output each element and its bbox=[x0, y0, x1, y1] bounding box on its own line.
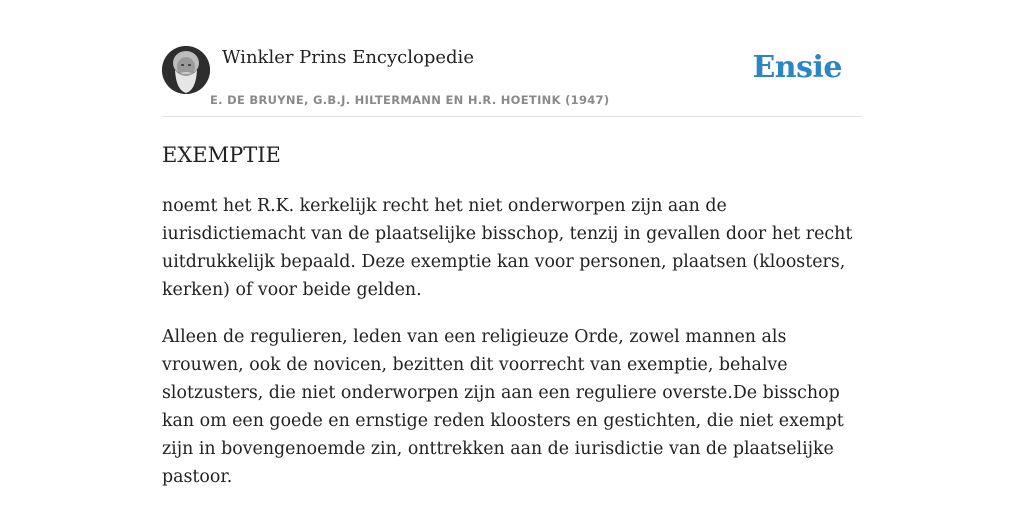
author-avatar[interactable] bbox=[162, 46, 210, 94]
entry-title: EXEMPTIE bbox=[162, 143, 281, 167]
brand-logo[interactable]: Ensie bbox=[752, 50, 842, 85]
authors-byline: E. DE BRUYNE, G.B.J. HILTERMANN EN H.R. HOETINK (1947) bbox=[210, 93, 610, 107]
page-header bbox=[162, 46, 862, 117]
entry-body bbox=[162, 192, 862, 510]
entry-paragraph: Alleen de regulieren, leden van een religieuze Orde, zowel mannen als vrouwen, ook de novicen, bezitten dit voorrecht van exemptie, behalve slotzusters, die niet onderworpen zijn aan een reguliere overste.De bisschop kan om een goede en ernstige reden kloosters en gestichten, die niet exempt zijn in bovengenoemde zin, onttrekken aan de iurisdictie van de plaatselijke pastoor. bbox=[162, 327, 844, 487]
bearded-man-portrait-icon bbox=[162, 46, 210, 94]
source-title[interactable]: Winkler Prins Encyclopedie bbox=[222, 47, 474, 68]
entry-paragraph: noemt het R.K. kerkelijk recht het niet onderworpen zijn aan de iurisdictiemacht van de plaatselijke bisschop, tenzij in gevallen door het recht uitdrukkelijk bepaald. Deze exemptie kan voor personen, plaatsen (kloosters, kerken) of voor beide gelden. bbox=[162, 196, 853, 300]
